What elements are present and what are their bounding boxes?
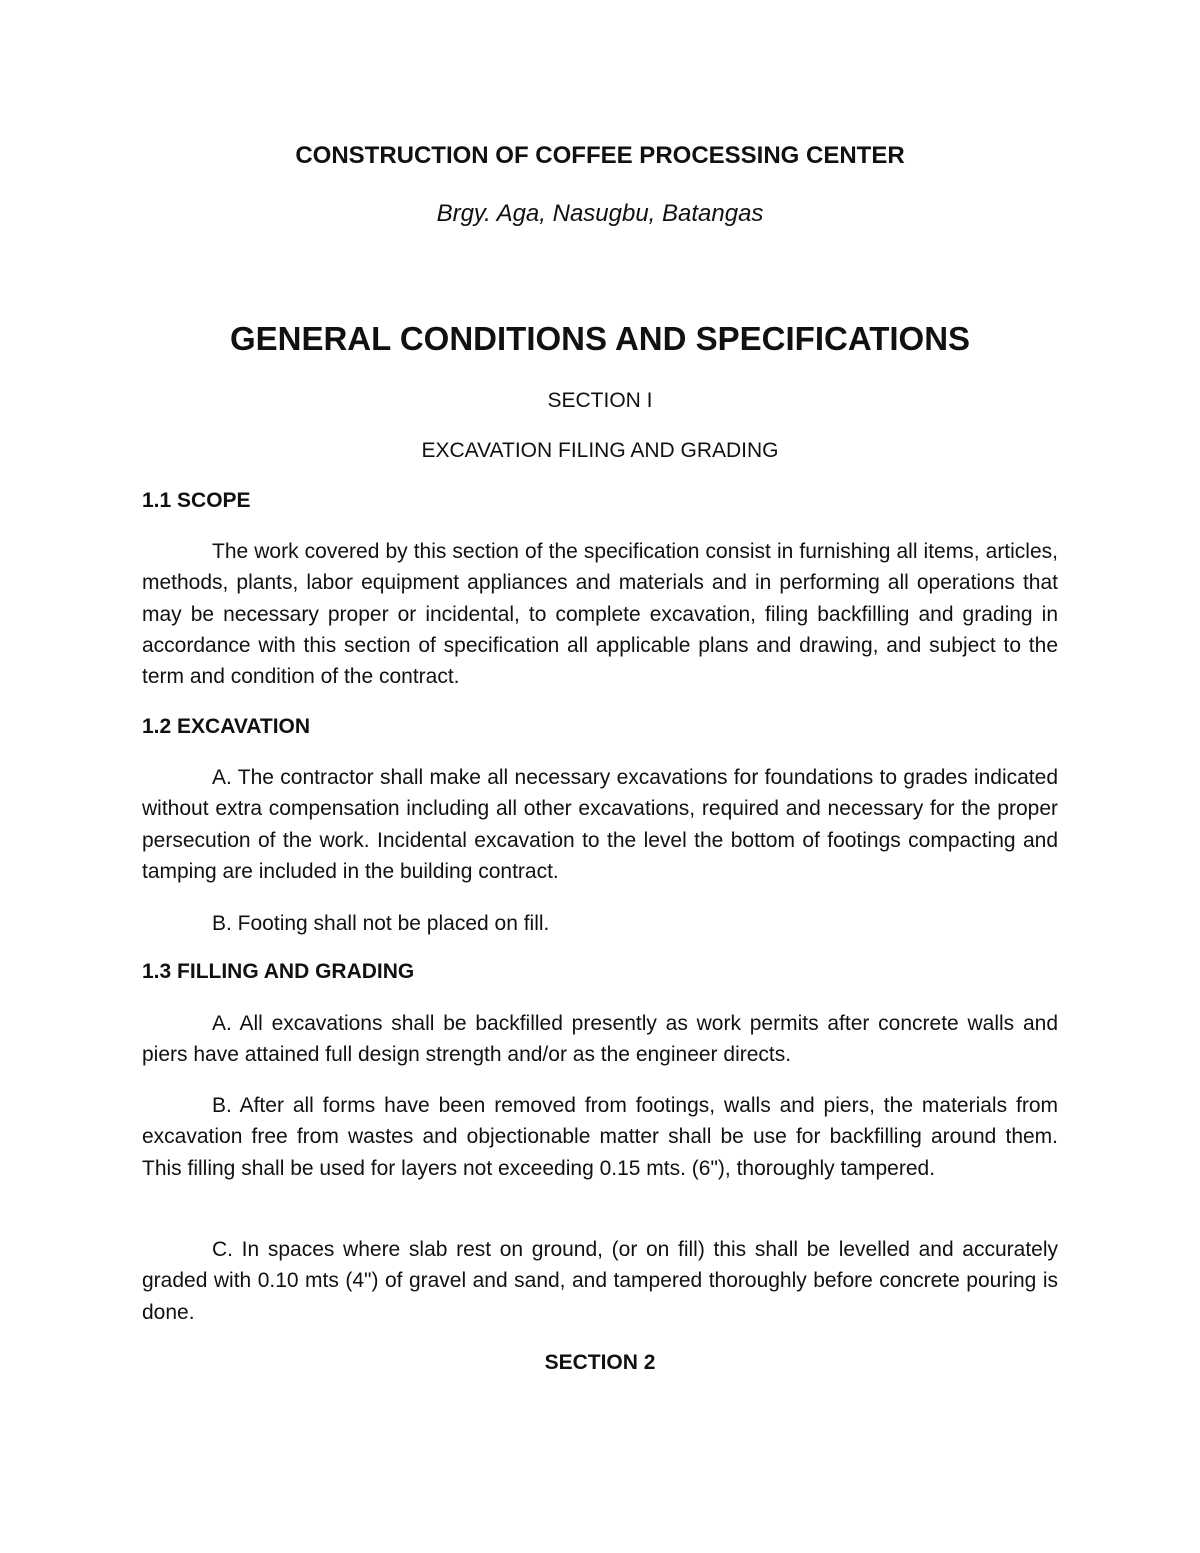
filling-paragraph-b: B. After all forms have been removed from footings, walls and piers, the materials from excavation free from wastes and objectionable matter shall be use for backfilling around them. This filling shall be used for layers not exceeding 0.15 mts. (6"), thoroughly tampered. [142, 1094, 1058, 1180]
filling-paragraph-a: A. All excavations shall be backfilled presently as work permits after concrete walls and piers have attained full design strength and/or as the engineer directs. [142, 1012, 1058, 1067]
excavation-paragraph-a: A. The contractor shall make all necessary excavations for foundations to grades indicated without extra compensation including all other excavations, required and necessary for the proper persecution of the work. Incidental excavation to the level the bottom of footings compacting and tamping are included in the building contract. [142, 766, 1058, 883]
filling-heading: 1.3 FILLING AND GRADING [142, 960, 415, 983]
section-1-label: SECTION I [547, 389, 653, 412]
excavation-paragraph-b: B. Footing shall not be placed on fill. [212, 912, 550, 935]
section-2-label: SECTION 2 [544, 1351, 656, 1374]
project-location: Brgy. Aga, Nasugbu, Batangas [436, 200, 764, 227]
section-1-title: EXCAVATION FILING AND GRADING [421, 439, 779, 462]
project-title: CONSTRUCTION OF COFFEE PROCESSING CENTER [295, 142, 905, 169]
excavation-heading: 1.2 EXCAVATION [142, 715, 311, 738]
document-title: GENERAL CONDITIONS AND SPECIFICATIONS [229, 320, 971, 357]
filling-paragraph-c: C. In spaces where slab rest on ground, (or on fill) this shall be levelled and accurately graded with 0.10 mts (4") of gravel and sand, and tampered thoroughly before concrete pouring is done. [142, 1238, 1058, 1324]
scope-heading: 1.1 SCOPE [142, 489, 251, 512]
scope-paragraph: The work covered by this section of the specification consist in furnishing all items, articles, methods, plants, labor equipment appliances and materials and in performing all operations that may be necessary proper or incidental, to complete excavation, filing backfilling and grading in accordance with this section of specification all applicable plans and drawing, and subject to the term and condition of the contract. [142, 540, 1058, 689]
